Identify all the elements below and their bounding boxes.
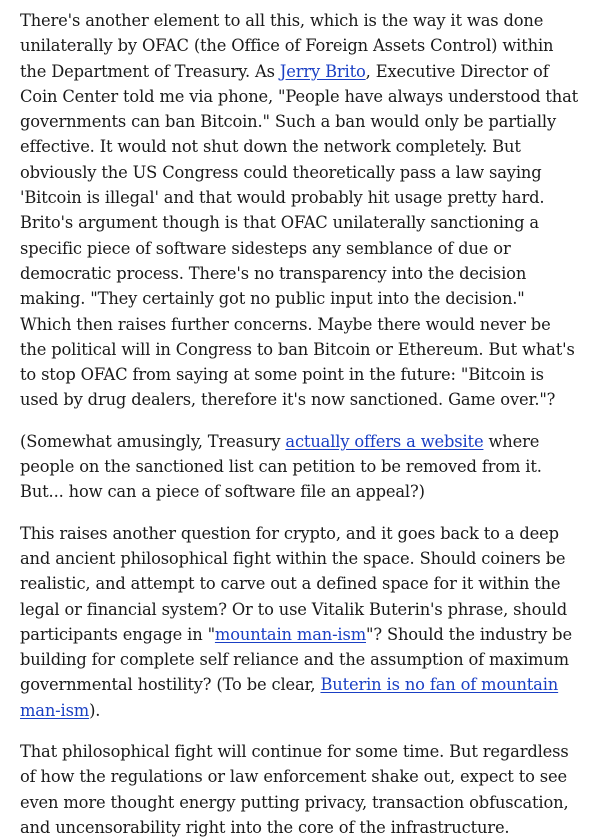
link-buterin-no-fan[interactable]: Buterin is no fan of mountain man-ism: [20, 675, 559, 720]
text-run: There's another element to all this, which is the way it was done unilaterally by OFAC (the Office of Foreign Assets Control) within the Department of Treasury. As: [20, 11, 554, 81]
link-jerry-brito[interactable]: Jerry Brito: [279, 61, 366, 81]
text-run: where people on the sanctioned list can petition to be removed from it. But... how can a piece of software file an appeal?): [20, 431, 542, 502]
link-mountain-man-ism[interactable]: mountain man-ism: [214, 624, 366, 644]
text-run: (Somewhat amusingly, Treasury: [20, 431, 286, 451]
paragraph: [20, 8, 580, 413]
text-run: "? Should the industry be building for complete self reliance and the assumption of maximum governmental hostility? (To be clear,: [20, 624, 572, 695]
paragraph: [20, 739, 580, 840]
paragraph: [20, 521, 580, 723]
text-run: That philosophical fight will continue for some time. But regardless of how the regulations or law enforcement shake out, expect to see even more thought energy putting privacy, transaction obfuscation, and uncensorability right into the core of the infrastructure.: [20, 742, 569, 837]
link-treasury-website[interactable]: actually offers a website: [285, 431, 484, 451]
text-run: ).: [89, 700, 101, 720]
paragraph: [20, 429, 580, 505]
text-run: , Executive Director of Coin Center told me via phone, "People have always understood that governments can ban Bitcoin." Such a ban would only be partially effective. It would not shut down the network completely. But obviously the US Congress could theoretically pass a law saying 'Bitcoin is illegal' and that would probably hit usage pretty hard. Brito's argument though is that OFAC unilaterally sanctioning a specific piece of software sidesteps any semblance of due or democratic process. There's no transparency into the decision making. "They certainly got no public input into the decision." Which then raises further concerns. Maybe there would never be the political will in Congress to ban Bitcoin or Ethereum. But what's to stop OFAC from saying at some point in the future: "Bitcoin is used by drug dealers, therefore it's now sanctioned. Game over."?: [20, 61, 579, 410]
text-run: This raises another question for crypto, and it goes back to a deep and ancient philosophical fight within the space. Should coiners be realistic, and attempt to carve out a defined space for it within the legal or financial system? Or to use Vitalik Buterin's phrase, should participants engage in ": [20, 523, 567, 644]
